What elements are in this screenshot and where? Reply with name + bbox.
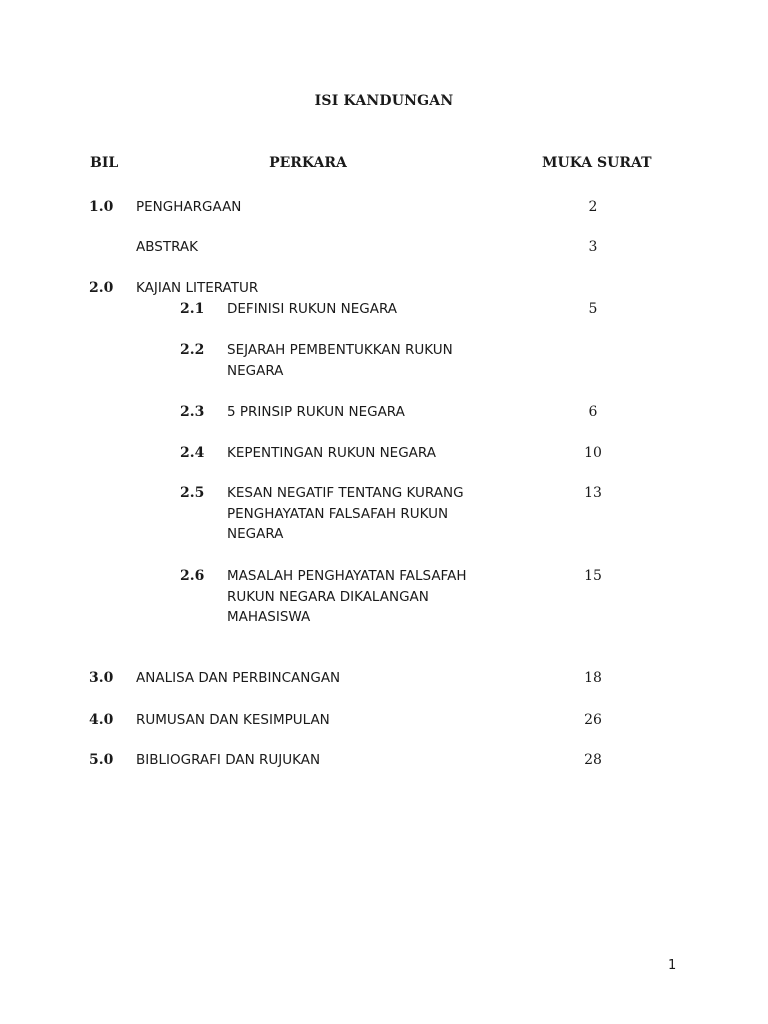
toc-entry-page: 28 xyxy=(584,752,602,768)
toc-entry-number: 2.5 xyxy=(180,485,205,501)
toc-entry-number: 3.0 xyxy=(89,670,114,686)
toc-entry-title xyxy=(227,443,436,464)
toc-entry-title-line: SEJARAH PEMBENTUKKAN RUKUN xyxy=(227,342,453,358)
toc-entry-number: 2.1 xyxy=(180,301,205,317)
toc-entry-number: 2.0 xyxy=(89,280,114,296)
toc-entry-number: 2.2 xyxy=(180,342,205,358)
toc-entry-title xyxy=(227,483,464,545)
column-header-bil: BIL xyxy=(90,155,119,171)
toc-entry-number: 4.0 xyxy=(89,712,114,728)
toc-entry-title-line: BIBLIOGRAFI DAN RUJUKAN xyxy=(136,752,321,768)
toc-entry-title xyxy=(227,340,453,381)
toc-entry-page: 15 xyxy=(584,568,602,584)
toc-entry-number: 5.0 xyxy=(89,752,114,768)
toc-entry-number: 2.4 xyxy=(180,445,205,461)
toc-entry-page: 2 xyxy=(588,199,598,215)
toc-entry-page: 13 xyxy=(584,485,602,501)
toc-entry-title xyxy=(136,237,198,258)
toc-entry-title-line: RUMUSAN DAN KESIMPULAN xyxy=(136,712,330,728)
toc-entry-title-line: KEPENTINGAN RUKUN NEGARA xyxy=(227,445,436,461)
toc-entry-page: 26 xyxy=(584,712,602,728)
toc-entry-title-line: NEGARA xyxy=(227,526,284,542)
column-header-perkara: PERKARA xyxy=(269,155,347,171)
toc-entry-title-line: 5 PRINSIP RUKUN NEGARA xyxy=(227,404,405,420)
toc-entry-number: 2.6 xyxy=(180,568,205,584)
toc-entry-title-line: ABSTRAK xyxy=(136,239,198,255)
toc-entry-page: 5 xyxy=(588,301,598,317)
toc-entry-title-line: PENGHAYATAN FALSAFAH RUKUN xyxy=(227,505,449,522)
toc-entry-page: 3 xyxy=(588,239,598,255)
toc-entry-title xyxy=(136,750,320,771)
toc-entry-title xyxy=(136,710,330,731)
toc-entry-title xyxy=(227,402,405,423)
toc-entry-title xyxy=(227,299,397,320)
toc-entry-title-line: ANALISA DAN PERBINCANGAN xyxy=(136,670,341,686)
page-title: ISI KANDUNGAN xyxy=(314,93,454,109)
toc-entry-title xyxy=(227,566,466,628)
toc-entry-title-line: MAHASISWA xyxy=(227,609,311,625)
toc-entry-title-line: PENGHARGAAN xyxy=(136,199,242,215)
toc-entry-number: 2.3 xyxy=(180,404,205,420)
toc-entry-page: 18 xyxy=(584,670,602,686)
toc-entry-title-line: MASALAH PENGHAYATAN FALSAFAH xyxy=(227,568,467,584)
toc-entry-page: 6 xyxy=(588,404,598,420)
toc-entry-title-line: KAJIAN LITERATUR xyxy=(136,280,259,296)
toc-entry-title xyxy=(136,278,258,299)
toc-entry-title-line: RUKUN NEGARA DIKALANGAN xyxy=(227,588,429,605)
footer-page-number: 1 xyxy=(668,958,677,973)
toc-entry-title-line: DEFINISI RUKUN NEGARA xyxy=(227,301,398,317)
toc-entry-title-line: NEGARA xyxy=(227,362,284,379)
column-header-muka-surat: MUKA SURAT xyxy=(542,155,652,171)
toc-entry-title-line: KESAN NEGATIF TENTANG KURANG xyxy=(227,485,464,501)
toc-entry-page: 10 xyxy=(584,445,602,461)
toc-entry-number: 1.0 xyxy=(89,199,114,215)
toc-entry-title xyxy=(136,197,241,218)
toc-entry-title xyxy=(136,668,340,689)
